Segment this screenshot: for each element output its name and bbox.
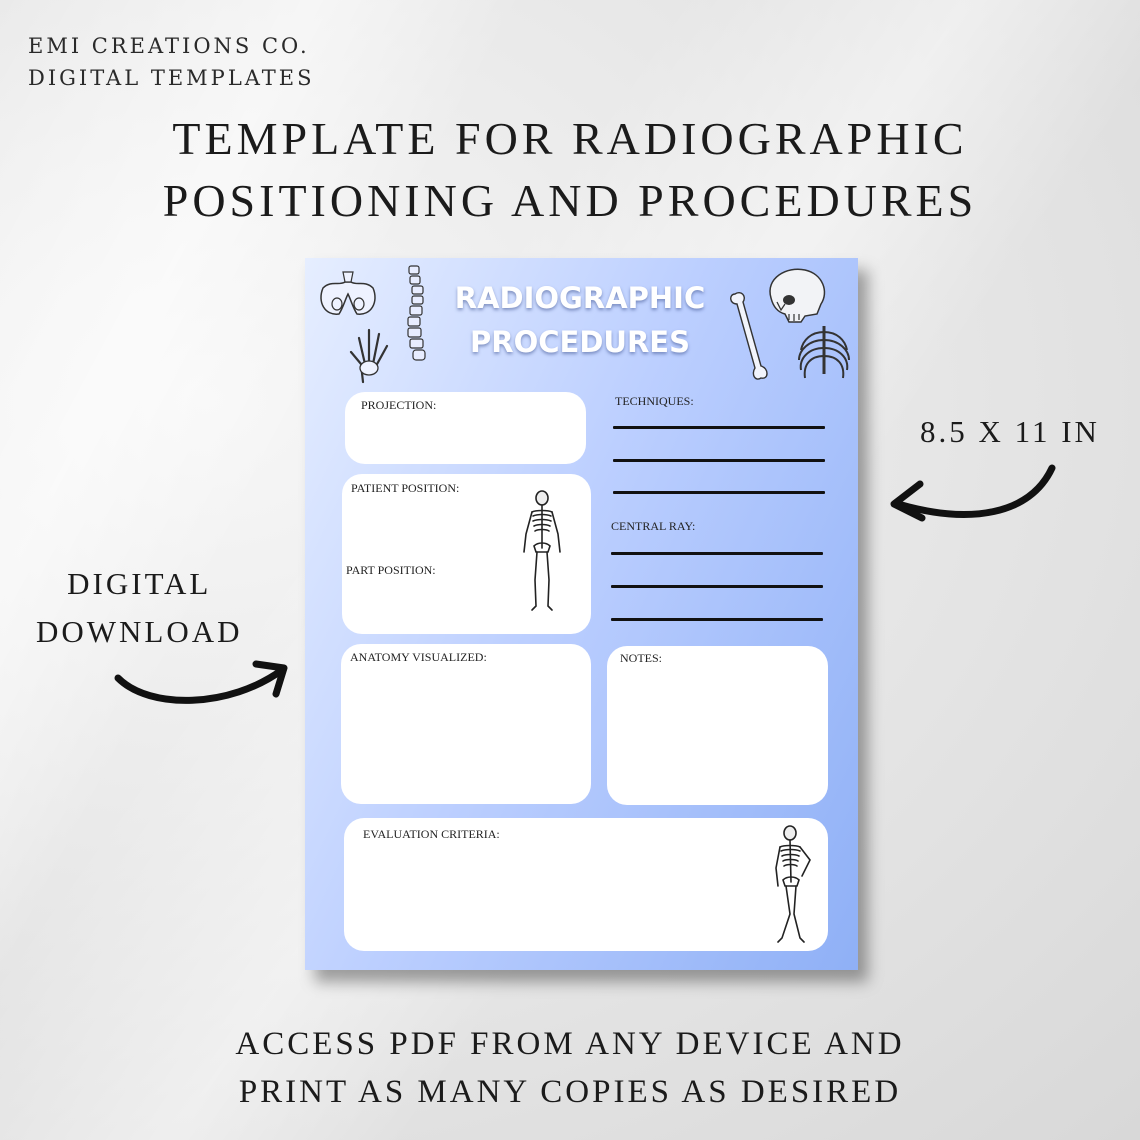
brand-subtitle: DIGITAL TEMPLATES xyxy=(28,66,315,90)
evaluation-criteria-label: EVALUATION CRITERIA: xyxy=(363,827,500,841)
skull-icon xyxy=(761,264,831,326)
anatomy-visualized-box[interactable] xyxy=(341,644,591,804)
central-ray-line-3[interactable] xyxy=(611,618,823,621)
anatomy-visualized-label: ANATOMY VISUALIZED: xyxy=(350,650,487,664)
techniques-label: TECHNIQUES: xyxy=(615,394,694,408)
template-title-line-2: PROCEDURES xyxy=(470,325,690,359)
pelvis-icon xyxy=(313,268,383,328)
notes-label: NOTES: xyxy=(620,651,662,665)
size-label: 8.5 X 11 IN xyxy=(920,414,1100,449)
footer-line-2: PRINT AS MANY COPIES AS DESIRED xyxy=(238,1074,902,1110)
central-ray-label: CENTRAL RAY: xyxy=(611,519,696,533)
projection-box[interactable] xyxy=(345,392,586,464)
part-position-label: PART POSITION: xyxy=(346,563,436,577)
skeleton-icon xyxy=(518,490,566,614)
evaluation-criteria-box[interactable] xyxy=(344,818,828,951)
template-title-line-1: RADIOGRAPHIC xyxy=(454,281,706,315)
techniques-line-2[interactable] xyxy=(613,459,825,462)
brand-block xyxy=(28,30,315,94)
brand-name: EMI CREATIONS CO. xyxy=(28,34,310,58)
download-label-line-1: DIGITAL xyxy=(67,566,212,601)
position-box[interactable] xyxy=(342,474,591,634)
notes-box[interactable] xyxy=(607,646,828,805)
techniques-line-3[interactable] xyxy=(613,491,825,494)
projection-label: PROJECTION: xyxy=(361,398,437,412)
arrow-right-icon xyxy=(110,650,300,730)
download-label xyxy=(36,560,243,656)
patient-position-label: PATIENT POSITION: xyxy=(351,481,460,495)
headline xyxy=(0,108,1140,232)
central-ray-line-2[interactable] xyxy=(611,585,823,588)
template-sheet xyxy=(305,258,858,970)
footer-text xyxy=(0,1020,1140,1116)
headline-line-1: TEMPLATE FOR RADIOGRAPHIC xyxy=(172,113,968,164)
techniques-line-1[interactable] xyxy=(613,426,825,429)
skeleton-leaning-icon xyxy=(768,824,818,944)
download-label-line-2: DOWNLOAD xyxy=(36,614,243,649)
arrow-left-icon xyxy=(880,460,1070,540)
hand-icon xyxy=(345,322,395,384)
footer-line-1: ACCESS PDF FROM ANY DEVICE AND xyxy=(235,1026,905,1062)
central-ray-line-1[interactable] xyxy=(611,552,823,555)
ribcage-icon xyxy=(793,322,855,384)
template-title xyxy=(415,276,745,364)
headline-line-2: POSITIONING AND PROCEDURES xyxy=(162,175,978,226)
